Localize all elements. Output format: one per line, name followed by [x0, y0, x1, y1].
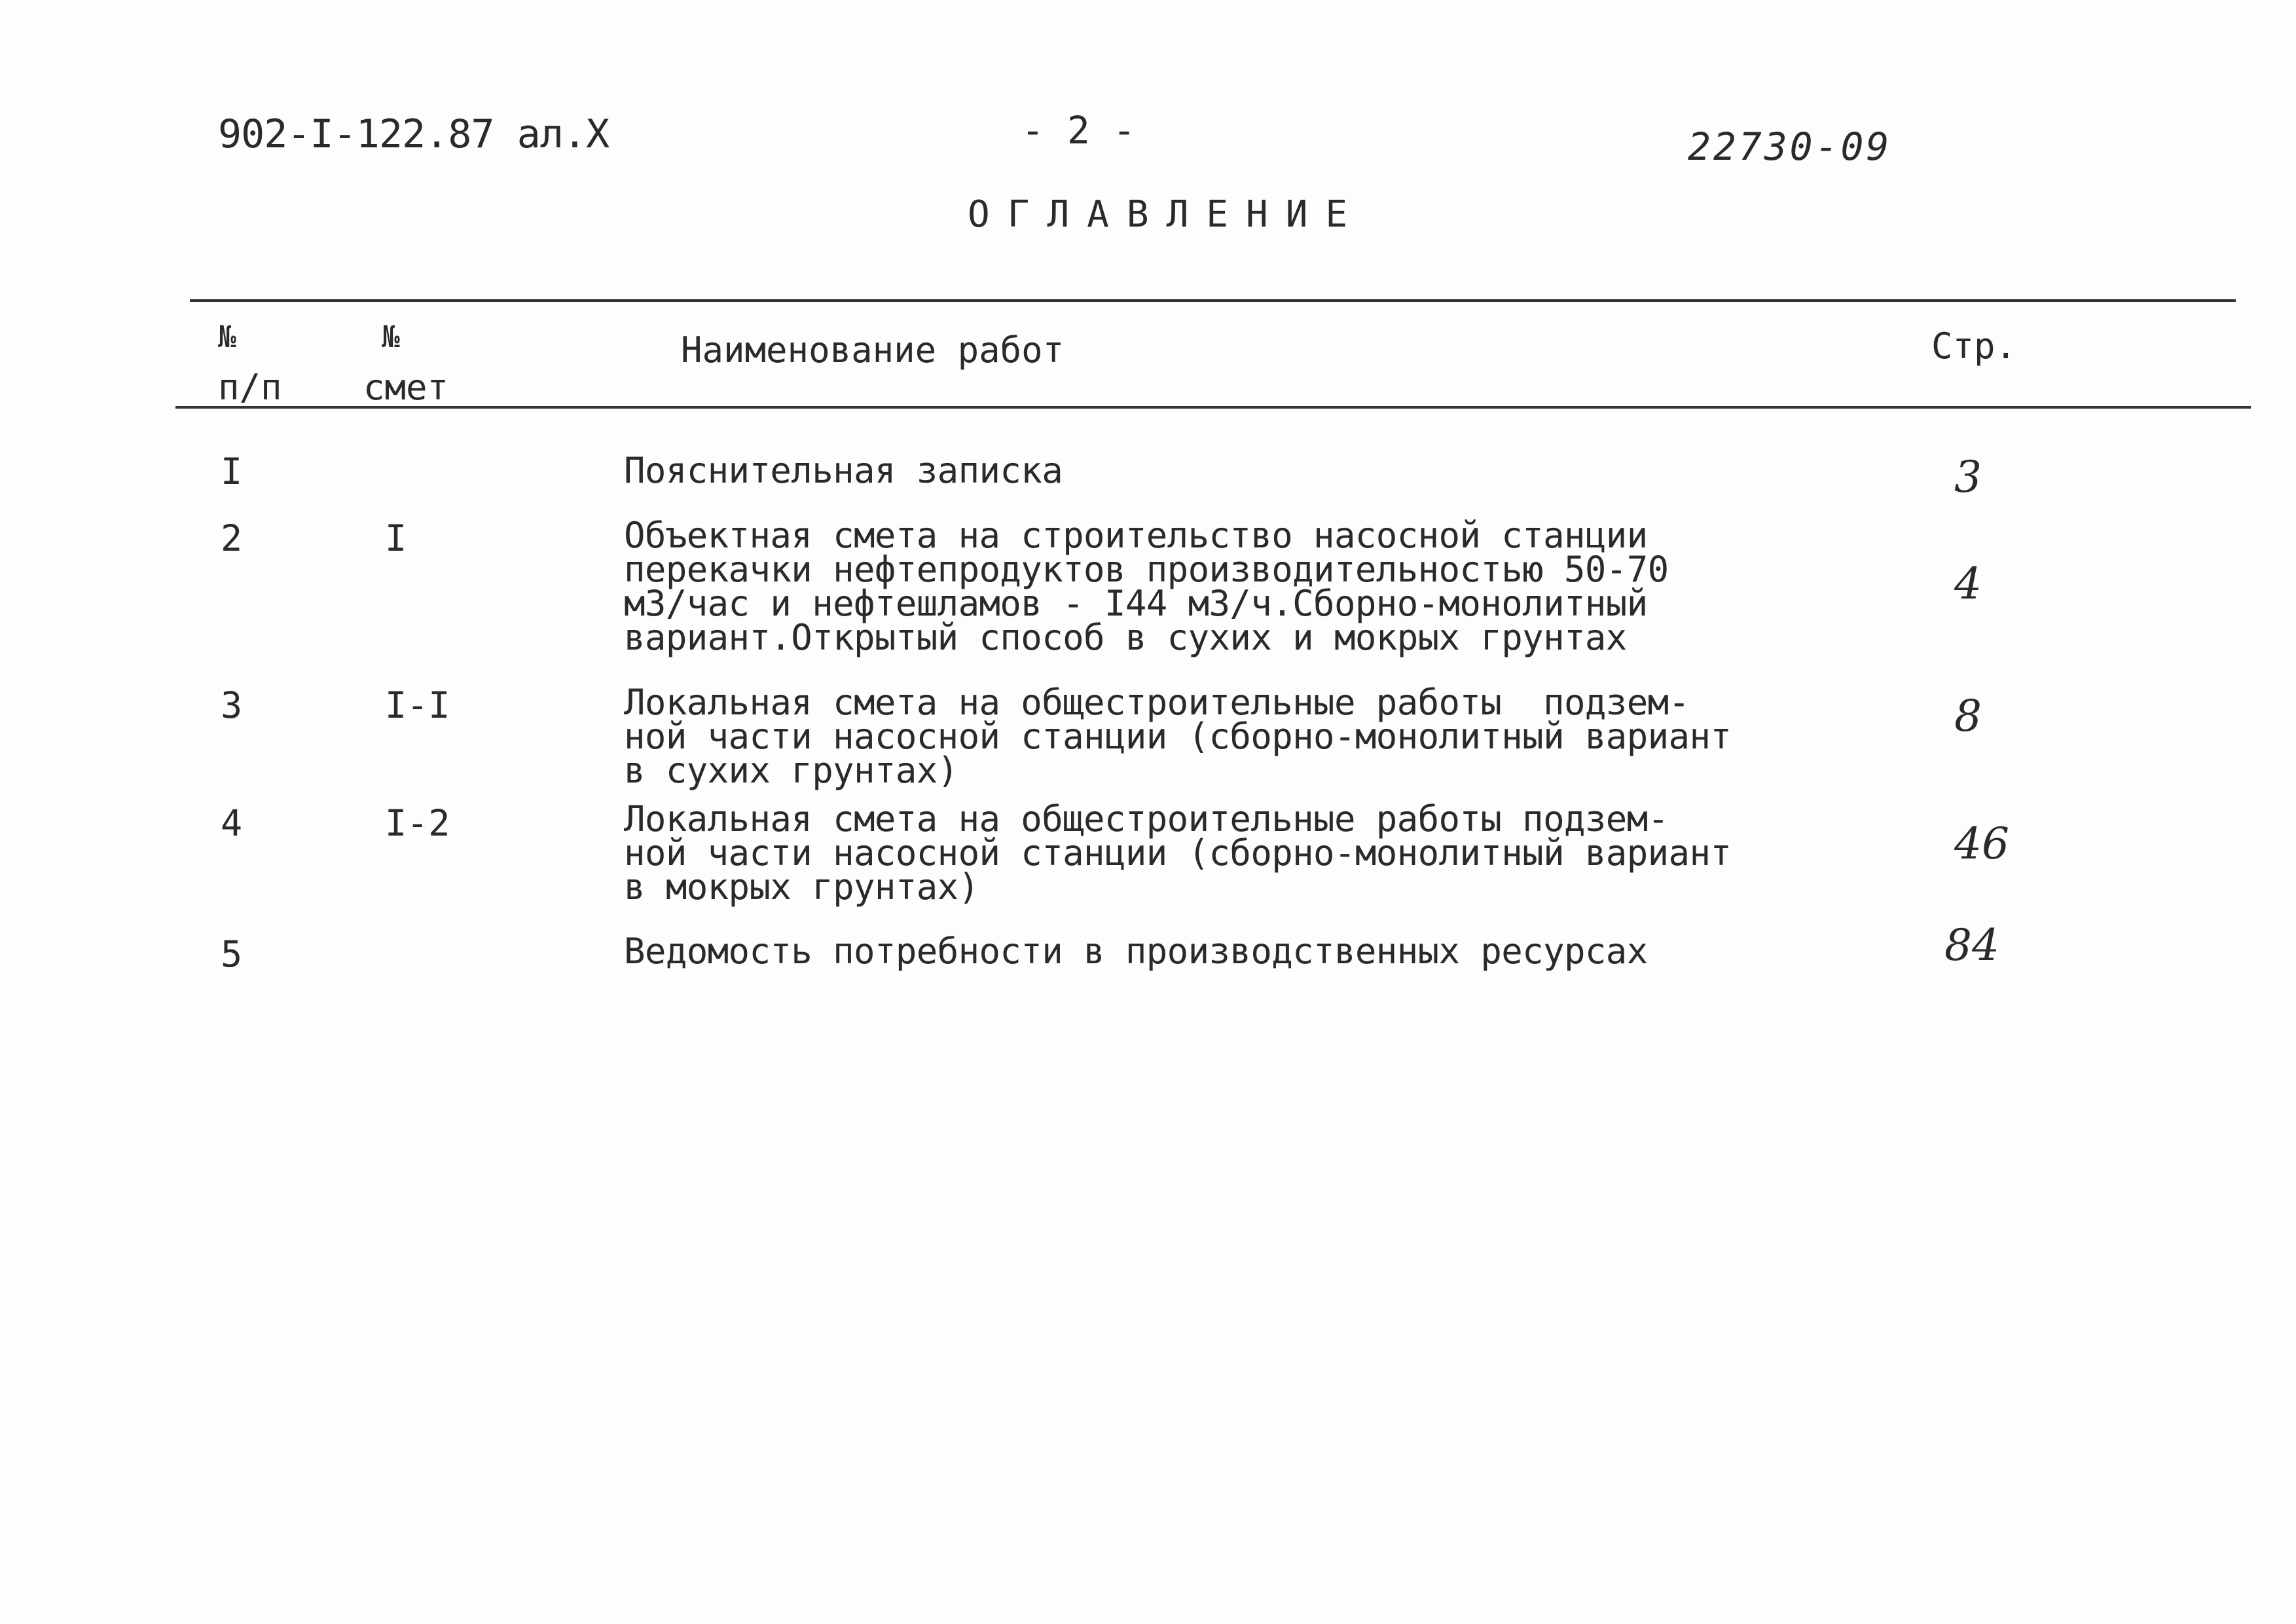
row-description-line: Локальная смета на общестроительные работы подзем- [624, 798, 1669, 840]
column-header-row-no: п/п [218, 367, 282, 408]
row-description-line: Локальная смета на общестроительные работы подзем- [624, 682, 1690, 723]
row-description-line: вариант.Открытый способ в сухих и мокрых грунтах [624, 617, 1627, 658]
row-description-line: ной части насосной станции (сборно-монолитный вариант [624, 716, 1732, 757]
row-description-line: Ведомость потребности в производственных ресурсах [624, 931, 1648, 972]
row-description-line: ной части насосной станции (сборно-монолитный вариант [624, 832, 1732, 874]
row-description-line: м3/час и нефтешламов - I44 м3/ч.Сборно-монолитный [624, 583, 1648, 624]
row-estimate: I [385, 517, 407, 559]
column-header-page: Стр. [1931, 325, 2017, 367]
row-number: 3 [221, 684, 243, 726]
row-number: 2 [221, 517, 243, 559]
row-estimate: I-I [385, 684, 450, 726]
row-number: 4 [221, 802, 243, 844]
archive-number: 22730-09 [1688, 124, 1892, 169]
column-header-estimate: смет [363, 367, 449, 408]
table-top-rule [190, 299, 2236, 302]
row-description-line: в сухих грунтах) [624, 750, 958, 791]
document-code: 902-I-122.87 ал.X [218, 111, 610, 157]
row-estimate: I-2 [385, 802, 450, 844]
row-number: 5 [221, 933, 243, 975]
page-number: - 2 - [1021, 108, 1136, 153]
row-description-line: перекачки нефтепродуктов производительностью 50-70 [624, 549, 1669, 590]
row-description-line: Объектная смета на строительство насосной станции [624, 515, 1648, 556]
column-header-estimate-sign: № [382, 319, 400, 354]
row-page: 3 [1954, 452, 1982, 502]
table-header-rule [175, 406, 2251, 409]
row-page: 46 [1954, 819, 2009, 869]
page-title: ОГЛАВЛЕНИЕ [968, 193, 1366, 236]
row-page: 8 [1954, 691, 1982, 741]
column-header-name: Наименование работ [681, 329, 1065, 371]
row-number: I [221, 451, 243, 492]
column-header-row-no-sign: № [218, 319, 236, 354]
row-page: 84 [1944, 920, 1999, 970]
row-page: 4 [1954, 559, 1982, 609]
row-description-line: в мокрых грунтах) [624, 866, 979, 908]
row-description-line: Пояснительная записка [624, 450, 1063, 491]
